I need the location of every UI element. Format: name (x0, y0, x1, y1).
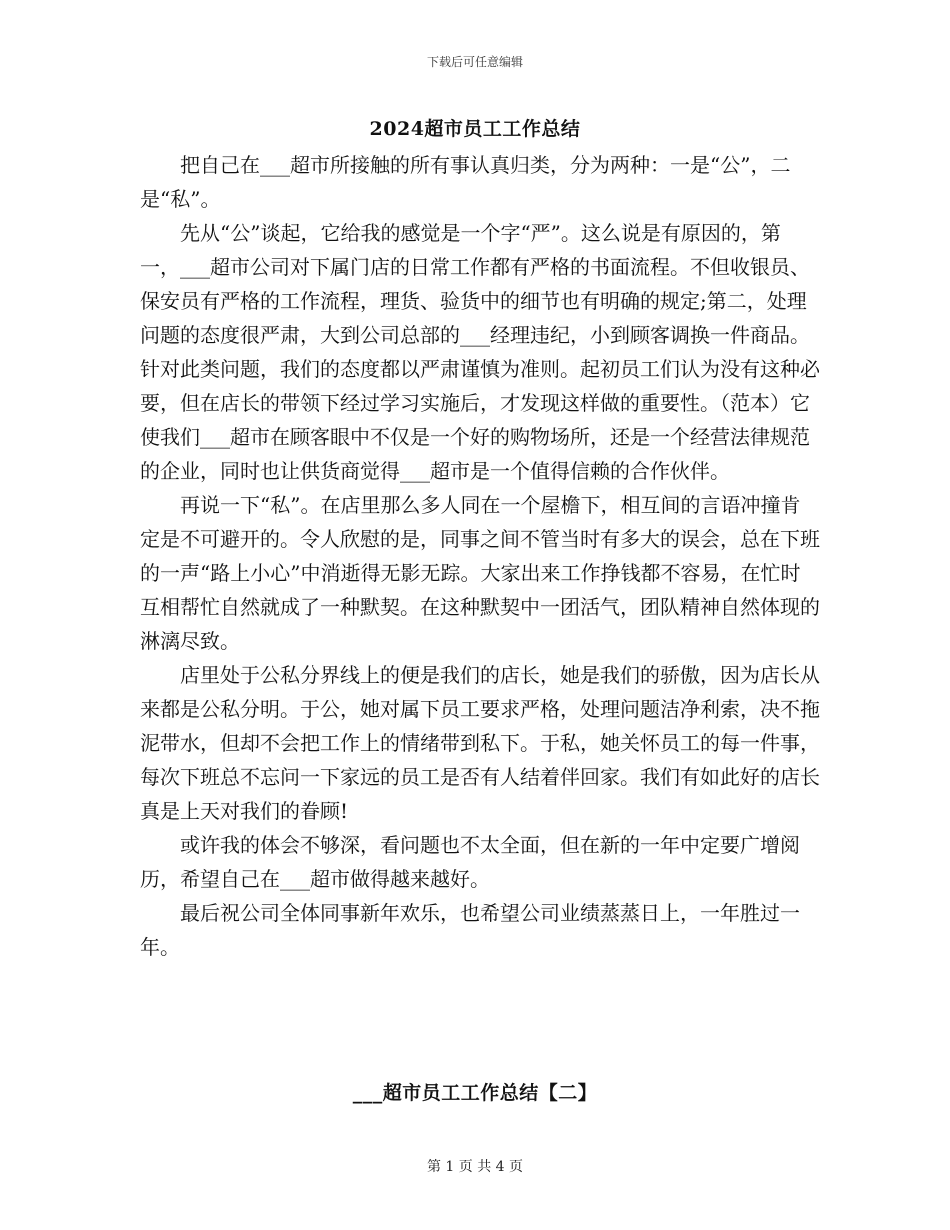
paragraph-2: 先从“公”谈起，它给我的感觉是一个字“严”。这么说是有原因的，第一，___超市公司对下属门店的日常工作都有严格的书面流程。不但收银员、保安员有严格的工作流程，理货、验货中的细节也有明确的规定;第二，处理问题的态度很严肃，大到公司总部的___经理违纪，小到顾客调换一件商品。针对此类问题，我们的态度都以严肃谨慎为准则。起初员工们认为没有这种必要，但在店长的带领下经过学习实施后，才发现这样做的重要性。（范本）它使我们___超市在顾客眼中不仅是一个好的购物场所，还是一个经营法律规范的企业，同时也让供货商觉得___超市是一个值得信赖的合作伙伴。 (140, 221, 820, 483)
paragraph-4: 店里处于公私分界线上的便是我们的店长，她是我们的骄傲，因为店长从来都是公私分明。于公，她对属下员工要求严格，处理问题洁净利索，决不拖泥带水，但却不会把工作上的情绪带到私下。于私，她关怀员工的每一件事，每次下班总不忘问一下家远的员工是否有人结着伴回家。我们有如此好的店长真是上天对我们的眷顾! (140, 663, 820, 823)
paragraph-1: 把自己在___超市所接触的所有事认真归类，分为两种：一是“公”，二是“私”。 (140, 153, 791, 211)
paragraph-5: 或许我的体会不够深，看问题也不太全面，但在新的一年中定要广增阅历，希望自己在___超市做得越来越好。 (140, 833, 800, 891)
document-body (140, 148, 820, 964)
paragraph-6: 最后祝公司全体同事新年欢乐，也希望公司业绩蒸蒸日上，一年胜过一年。 (140, 901, 800, 959)
document-title: 2024超市员工工作总结 (369, 118, 581, 140)
paragraph-3: 再说一下“私”。在店里那么多人同在一个屋檐下，相互间的言语冲撞肯定是不可避开的。令人欣慰的是，同事之间不管当时有多大的误会，总在下班的一声“路上小心”中消逝得无影无踪。大家出来工作挣钱都不容易，在忙时互相帮忙自然就成了一种默契。在这种默契中一团活气，团队精神自然体现的淋漓尽致。 (140, 493, 820, 653)
header-note: 下载后可任意编辑 (426, 55, 523, 69)
section-title: ___超市员工工作总结【二】 (352, 1082, 598, 1104)
page-number: 第 1 页 共 4 页 (426, 1159, 524, 1175)
